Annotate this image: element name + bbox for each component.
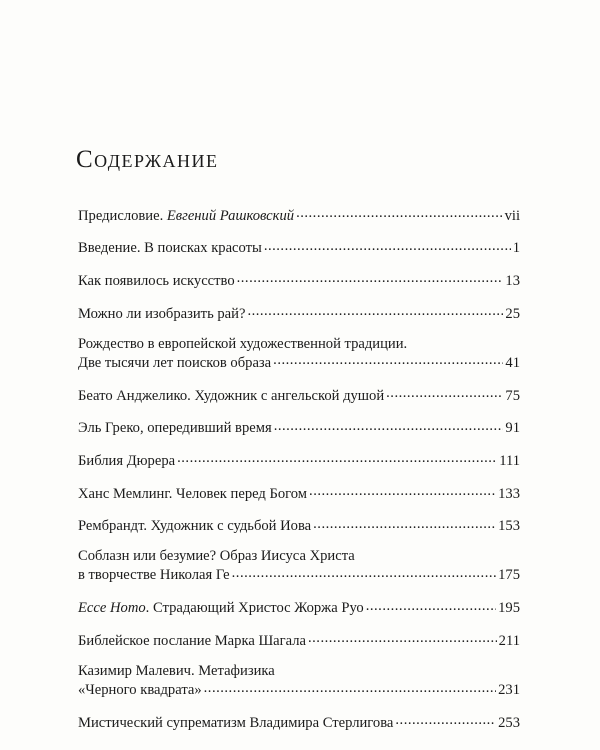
leader-dots	[366, 598, 496, 613]
leader-dots	[264, 238, 511, 253]
toc-entry-title: Рембрандт. Художник с судьбой Иова	[78, 518, 312, 535]
toc-entry-title: Ханс Мемлинг. Человек перед Богом	[78, 485, 308, 502]
leader-dots	[177, 450, 497, 465]
toc-entry	[78, 712, 520, 731]
toc-entry-title: Как появилось искусство	[78, 272, 235, 289]
leader-dots	[386, 385, 503, 400]
toc-entry-title: Можно ли изобразить рай?	[78, 305, 246, 322]
leader-dots	[273, 352, 503, 367]
toc-entry-page: 1	[512, 240, 520, 257]
toc-entry-title-line1: Соблазн или безумие? Образ Иисуса Христа	[78, 548, 355, 565]
toc-entry-page: 91	[505, 420, 520, 437]
leader-dots	[313, 516, 496, 531]
toc-entry-title: «Черного квадрата»	[78, 682, 202, 699]
toc-entry-latin-title: Ecce Homo	[78, 600, 146, 617]
leader-dots	[247, 303, 503, 318]
toc-entry	[78, 663, 520, 699]
toc-entry-page: 133	[498, 485, 520, 502]
toc-entry-page: 75	[505, 387, 520, 404]
toc-entry-page: 153	[498, 518, 520, 535]
leader-dots	[395, 712, 496, 727]
leader-dots	[237, 270, 504, 285]
toc-entry-title-line1: Рождество в европейской художественной традиции.	[78, 335, 408, 352]
toc-entry-title: Эль Греко, опередивший время	[78, 420, 272, 437]
leader-dots	[274, 418, 504, 433]
toc-entry	[78, 238, 520, 257]
toc-entry-title-line1: Казимир Малевич. Метафизика	[78, 662, 275, 679]
toc-entry	[78, 548, 520, 584]
toc-entry-page: 253	[498, 714, 520, 731]
toc-entry-title: Ecce Homo. Страдающий Христос Жоржа Руо	[78, 600, 364, 617]
toc-entry-title: Введение. В поисках красоты	[78, 240, 262, 257]
table-of-contents	[78, 205, 520, 745]
toc-entry	[78, 270, 520, 289]
toc-entry	[78, 516, 520, 535]
toc-entry	[78, 598, 520, 617]
toc-entry-title: Предисловие. Евгений Рашковский	[78, 207, 295, 224]
toc-entry-title: Мистический супрематизм Владимира Стерлигова	[78, 714, 394, 731]
toc-entry	[78, 303, 520, 322]
toc-entry-title: Две тысячи лет поисков образа	[78, 354, 272, 371]
toc-entry-page: 211	[498, 632, 520, 649]
toc-entry-page: 13	[505, 272, 520, 289]
toc-entry-page: 111	[499, 452, 520, 469]
toc-entry-title: Библейское послание Марка Шагала	[78, 632, 306, 649]
toc-entry-page: 195	[498, 600, 520, 617]
leader-dots	[296, 205, 503, 220]
toc-entry-page: vii	[504, 207, 520, 224]
toc-entry-page: 231	[498, 682, 520, 699]
leader-dots	[309, 483, 496, 498]
leader-dots	[204, 679, 496, 694]
toc-entry-title: Библия Дюрера	[78, 452, 176, 469]
toc-entry	[78, 418, 520, 437]
toc-entry	[78, 205, 520, 224]
page-title: Содержание	[76, 146, 219, 173]
toc-entry-title: в творчестве Николая Ге	[78, 567, 230, 584]
toc-entry-author: Евгений Рашковский	[166, 207, 295, 224]
toc-entry-title: Беато Анджелико. Художник с ангельской душой	[78, 387, 385, 404]
toc-entry-page: 175	[498, 567, 520, 584]
leader-dots	[308, 630, 497, 645]
toc-entry	[78, 450, 520, 469]
toc-entry-page: 25	[505, 305, 520, 322]
leader-dots	[232, 565, 496, 580]
toc-entry	[78, 483, 520, 502]
toc-entry	[78, 630, 520, 649]
toc-entry	[78, 336, 520, 372]
toc-entry-page: 41	[505, 354, 520, 371]
toc-entry	[78, 385, 520, 404]
